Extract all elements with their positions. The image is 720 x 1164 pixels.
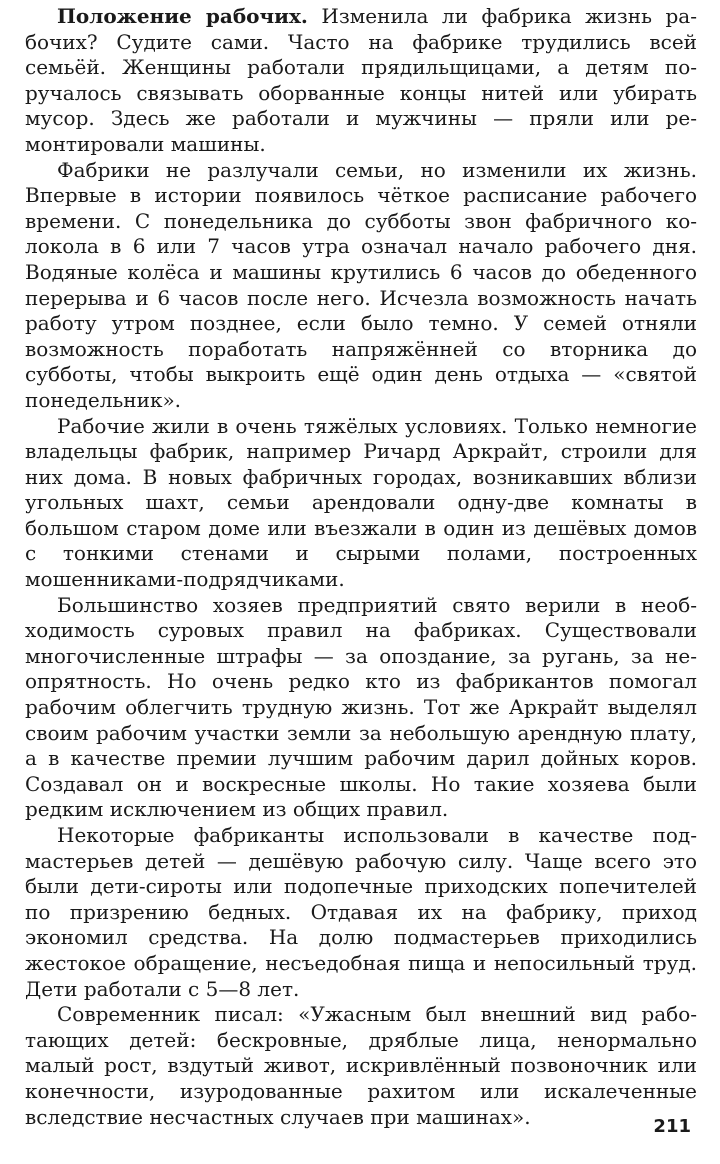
paragraph-text: Фабрики не разлучали семьи, но изменили их жизнь. Впервые в истории появилось чёткое расписание рабочего времени. С понедельника до субботы звон фабричного колокола в 6 или 7 часов утра означал начало рабочего дня. Водяные колёса и машины крутились 6 часов до обеденного перерыва и 6 часов после него. Исчезла возможность начать работу утром позднее, если было темно. У семей отняли возможность поработать напряжённей со вторника до субботы, чтобы выкроить ещё один день отдыха — «святой понедельник». — [25, 157, 697, 412]
paragraph-heading: Положение рабочих. — [57, 4, 308, 28]
paragraph-factory-rules — [25, 593, 697, 823]
paragraph-living-conditions — [25, 414, 697, 593]
paragraph-text: Современник писал: «Ужасным был внешний вид работающих детей: бескровные, дряблые лица, ненормально малый рост, вздутый живот, искривлённый позвоночник или конечности, изуродованные рахитом или искалеченные вследствие несчастных случаев при машинах». — [25, 1002, 697, 1129]
paragraph-contemporary-quote — [25, 1002, 697, 1130]
paragraph-text: Рабочие жили в очень тяжёлых условиях. Только немногие владельцы фабрик, например Ричард Аркрайт, строили для них дома. В новых фабричных городах, возникавших вблизи угольных шахт, семьи арендовали одну-две комнаты в большом старом доме или въезжали в один из дешёвых домов с тонкими стенами и сырыми полами, построенных мошенниками-подрядчиками. — [25, 413, 697, 592]
page-text — [25, 4, 697, 1130]
paragraph-factory-schedule — [25, 158, 697, 414]
paragraph-text: Большинство хозяев предприятий свято верили в необходимость суровых правил на фабриках. Существовали многочисленные штрафы — за опоздание, за ругань, за неопрятность. Но очень редко кто из фабрикантов помогал рабочим облегчить трудную жизнь. Тот же Аркрайт выделял своим рабочим участки земли за небольшую арендную плату, а в качестве премии лучшим рабочим дарил дойных коров. Создавал он и воскресные школы. Но такие хозяева были редким исключением из общих правил. — [25, 592, 697, 822]
paragraph-workers-situation — [25, 4, 697, 158]
paragraph-text: Некоторые фабриканты использовали в качестве подмастерьев детей — дешёвую рабочую силу. Чаще всего это были дети-сироты или подопечные приходских попечителей по призрению бедных. Отдавая их на фабрику, приход экономил средства. На долю подмастерьев приходились жестокое обращение, несъедобная пища и непосильный труд. Дети работали с 5—8 лет. — [25, 823, 697, 1001]
paragraph-text: Изменила ли фабрика жизнь рабочих? Судите сами. Часто на фабрике трудились всей семьёй. Женщины работали прядильщицами, а детям поручалось связывать оборванные концы нитей или убирать мусор. Здесь же работали и мужчины — пряли или ремонтировали машины. — [25, 4, 697, 156]
page-number: 211 — [653, 1116, 691, 1137]
paragraph-child-apprentices — [25, 823, 697, 1002]
